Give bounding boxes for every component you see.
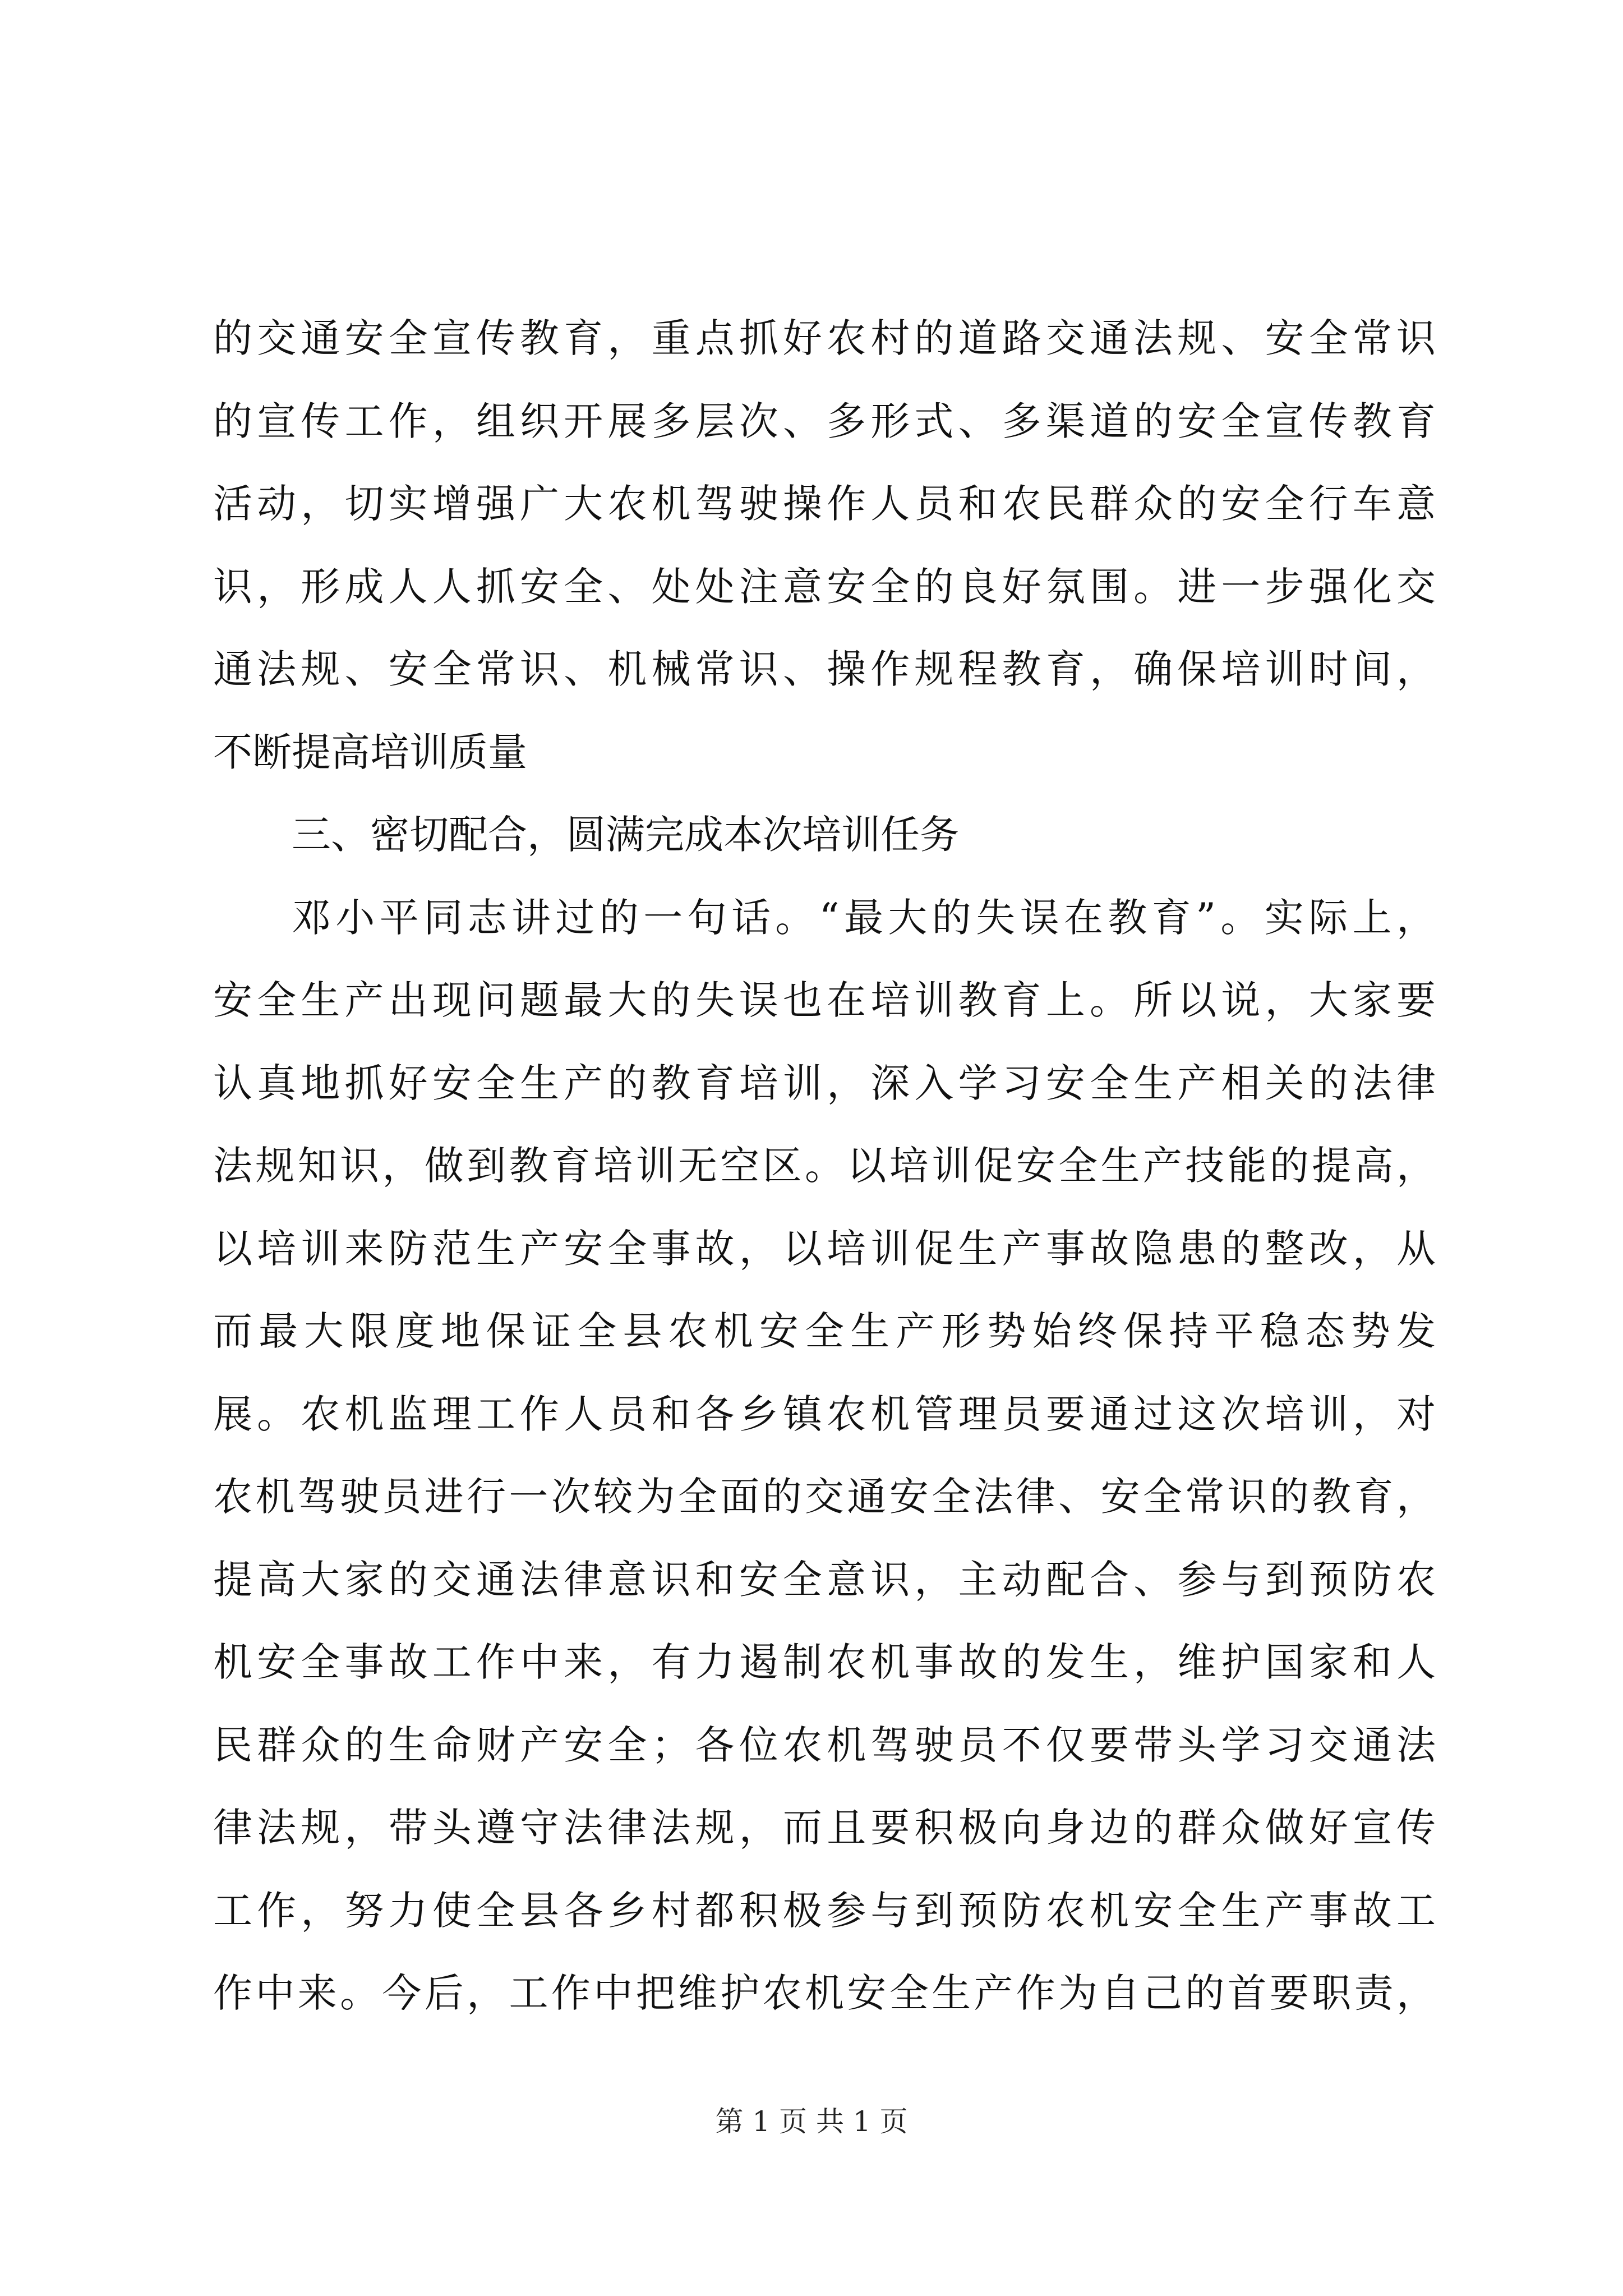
section-heading: 三、密切配合，圆满完成本次培训任务 [292, 812, 959, 858]
text-line: 的交通安全宣传教育，重点抓好农村的道路交通法规、安全常识 [213, 315, 1436, 361]
text-line: 认真地抓好安全生产的教育培训，深入学习安全生产相关的法律 [213, 1060, 1436, 1106]
text-line: 以培训来防范生产安全事故，以培训促生产事故隐患的整改，从 [213, 1225, 1436, 1272]
text-line: 工作，努力使全县各乡村都积极参与到预防农机安全生产事故工 [213, 1887, 1436, 1934]
text-line: 通法规、安全常识、机械常识、操作规程教育，确保培训时间， [213, 646, 1436, 692]
text-line: 农机驾驶员进行一次较为全面的交通安全法律、安全常识的教育， [213, 1474, 1436, 1520]
text-line: 民群众的生命财产安全；各位农机驾驶员不仅要带头学习交通法 [213, 1722, 1436, 1768]
text-line: 识，形成人人抓安全、处处注意安全的良好氛围。进一步强化交 [213, 563, 1436, 610]
text-line: 活动，切实增强广大农机驾驶操作人员和农民群众的安全行车意 [213, 481, 1436, 527]
document-body [213, 297, 1436, 2035]
text-line: 法规知识，做到教育培训无空区。以培训促安全生产技能的提高， [213, 1143, 1436, 1189]
text-line: 律法规，带头遵守法律法规，而且要积极向身边的群众做好宣传 [213, 1805, 1436, 1851]
page-footer: 第 1 页 共 1 页 [715, 2105, 908, 2138]
text-line: 邓小平同志讲过的一句话。“最大的失误在教育”。实际上， [292, 894, 1436, 941]
text-line: 的宣传工作，组织开展多层次、多形式、多渠道的安全宣传教育 [213, 398, 1436, 444]
text-line: 展。农机监理工作人员和各乡镇农机管理员要通过这次培训，对 [213, 1391, 1436, 1437]
text-line: 机安全事故工作中来，有力遏制农机事故的发生，维护国家和人 [213, 1639, 1436, 1685]
text-line: 而最大限度地保证全县农机安全生产形势始终保持平稳态势发 [213, 1308, 1436, 1354]
text-line: 安全生产出现问题最大的失误也在培训教育上。所以说，大家要 [213, 977, 1436, 1023]
text-line: 提高大家的交通法律意识和安全意识，主动配合、参与到预防农 [213, 1556, 1436, 1603]
text-line: 作中来。今后，工作中把维护农机安全生产作为自己的首要职责， [213, 1970, 1436, 2016]
text-line: 不断提高培训质量 [213, 729, 527, 775]
